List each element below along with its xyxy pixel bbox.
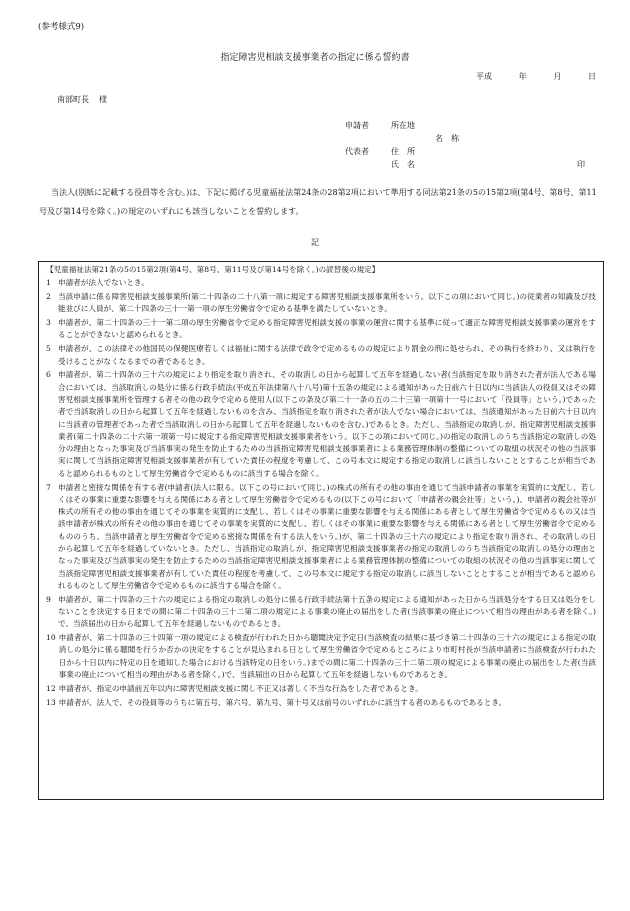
applicant-block — [345, 119, 585, 171]
document-title: 指定障害児相談支援事業者の指定に係る誓約書 — [220, 53, 410, 63]
provision-number: 3 — [46, 318, 51, 328]
representative-address-row — [345, 145, 585, 158]
provision-number: 5 — [46, 344, 51, 354]
date-era: 平成 — [476, 72, 492, 81]
representative-name-row — [345, 158, 585, 171]
provision-text: 申請者が、第二十四条の三十四第一項の規定による検査が行われた日から聴聞決定予定日(当該検査の結果に基づき第二十四条の三十六の規定による指定の取消しの処分に係る聴聞を行うか否かの決定をすることが見込まれる日として厚生労働省令で定めるところにより市町村長が当該申請者に当該検査が行われた日から十日以内に特定の日を通知した場合における当該特定の日をいう。)までの間に第二十四条の三十二第二項の規定による事業の廃止の届出をした者(当該事業の廃止について相当の理由がある者を除く。)で、当該届出の日から起算して五年を経過しないものであるとき。 — [58, 633, 596, 679]
date-month: 月 — [553, 72, 562, 81]
provision-number: 1 — [46, 278, 51, 288]
provision-item — [46, 683, 596, 695]
provision-text: 申請者が、第二十四条の三十六の規定により指定を取り消され、その取消しの日から起算して五年を経過しない者(当該指定を取り消された者が法人である場合においては、当該取消しの処分に係る行政手続法(平成五年法律第八十八号)第十五条の規定による通知があった日前六十日以内に当該法人の役員又はその障害児相談支援事業所を管理する者その他の政令で定める使用人(以下この条及び第二十一条の五の二十三第一項第十一号において「役員等」という。)であった者で当該取消しの日から起算して五年を経過しないものを含み、当該指定を取り消された者が法人でない場合においては、当該通知があった日前六十日以内に当該者の管理者であった者で当該取消しの日から起算して五年を経過しないものを含む。)であるとき。ただし、当該指定の取消しが、指定障害児相談支援事業者(第二十四条の二十六第一項第一号に規定する指定障害児相談支援事業者をいう。以下この項において同じ。)の指定の取消しのうち当該指定の取消しの処分の理由となった事実及び当該事実の発生を防止するための当該指定障害児相談支援事業者による業務管理体制の整備についての取組の状況その他の当該事実に関して当該指定障害児相談支援事業者が有していた責任の程度を考慮して、この号本文に規定する指定の取消しに該当しないこととすることが相当であると認められるものとして厚生労働省令で定めるものに該当する場合を除く。 — [58, 370, 596, 478]
provision-item — [46, 317, 596, 342]
date-line — [476, 71, 596, 83]
provision-item — [46, 632, 596, 681]
provision-text: 申請者が、法人で、その役員等のうちに第五号、第六号、第九号、第十号又は前号のいずれかに該当する者のあるものであるとき。 — [58, 697, 507, 707]
applicant-name-row — [345, 132, 585, 145]
provisions-heading: 【児童福祉法第21条の5の15第2項(第4号、第8号、第11号及び第14号を除く。)の読替後の規定】 — [46, 265, 380, 274]
representative-name-label: 氏 名 — [391, 160, 415, 169]
name-label: 名 称 — [435, 134, 459, 143]
provision-number: 13 — [46, 697, 56, 707]
provision-number: 2 — [46, 292, 51, 302]
provisions-box — [38, 261, 604, 800]
date-day: 日 — [587, 72, 596, 81]
provision-text: 申請者と密接な関係を有する者(申請者(法人に限る。以下この号において同じ。)の株式の所有その他の事由を通じて当該申請者の事業を実質的に支配し、若しくはその事業に重要な影響を与える関係にある者として厚生労働省令で定めるもの(以下この号において「申請者の親会社等」という。)、申請者の親会社等が株式の所有その他の事由を通じてその事業を実質的に支配し、若しくはその事業に重要な影響を与える関係にある者として厚生労働省令で定めるもの又は当該申請者が株式の所有その他の事由を通じてその事業を実質的に支配し、若しくはその事業に重要な影響を与える関係にある者として厚生労働省令で定めるもののうち、当該申請者と厚生労働省令で定める密接な関係を有する法人をいう。)が、第二十四条の三十六の規定により指定を取り消され、その取消しの日から起算して五年を経過していないとき。ただし、当該指定の取消しが、指定障害児相談支援事業者の指定の取消しのうち当該指定の取消しの処分の理由となった事実及び当該事実の発生を防止するための当該指定障害児相談支援事業者による業務管理体制の整備についての取組の状況その他の当該事実に関して当該指定障害児相談支援事業者が有していた責任の程度を考慮して、この号本文に規定する指定の取消しに該当しないこととすることが相当であると認められるものとして厚生労働省令で定めるものに該当する場合を除く。 — [58, 482, 596, 590]
provision-number: 12 — [46, 683, 56, 693]
provision-item — [46, 482, 596, 593]
date-year: 年 — [518, 72, 527, 81]
provision-number: 9 — [46, 594, 51, 604]
provision-number: 10 — [46, 633, 56, 643]
provision-text: 申請者が、指定の申請前五年以内に障害児相談支援に関し不正又は著しく不当な行為をした者であるとき。 — [58, 683, 423, 693]
provision-number: 7 — [46, 482, 51, 492]
representative-address-label: 住 所 — [391, 147, 415, 156]
pledge-statement: 当法人(別紙に記載する役員等を含む。)は、下記に掲げる児童福祉法第24条の28第2項において準用する同法第21条の5の15第2項(第4号、第8号、第11号及び第14号を除く。)の規定のいずれにも該当しないことを誓約します。 — [39, 188, 597, 216]
representative-label: 代表者 — [345, 147, 369, 156]
addressee — [57, 94, 107, 106]
applicant-label: 申請者 — [345, 121, 369, 130]
provision-item — [46, 369, 596, 480]
provision-text: 申請者が、この法律その他国民の保健医療若しくは福祉に関する法律で政令で定めるものの規定により罰金の刑に処せられ、その執行を終わり、又は執行を受けることがなくなるまでの者であるとき。 — [58, 344, 596, 366]
addressee-honorific: 様 — [99, 95, 107, 104]
provision-item — [46, 594, 596, 631]
provision-text: 申請者が、第二十四条の三十六の規定による指定の取消しの処分に係る行政手続法第十五条の規定による通知があった日から当該処分をする日又は処分をしないことを決定する日までの間に第二十四条の三十二第二項の規定による事業の廃止の届出をした者(当該事業の廃止について相当の理由がある者を除く。)で、当該届出の日から起算して五年を経過しないものであるとき。 — [58, 594, 596, 629]
provision-text: 当該申請に係る障害児相談支援事業所(第二十四条の二十八第一項に規定する障害児相談支援事業所をいう。以下この項において同じ。)の従業者の知識及び技能並びに人員が、第二十四条の三十一第一項の厚生労働省令で定める基準を満たしていないとき。 — [58, 292, 596, 314]
provision-item — [46, 697, 596, 709]
provision-item — [46, 343, 596, 368]
provision-item — [46, 277, 596, 289]
addressee-name: 南部町長 — [57, 95, 89, 104]
seal-mark: 印 — [577, 160, 585, 169]
provision-text: 申請者が、第二十四条の三十一第二項の厚生労働省令で定める指定障害児相談支援の事業の運営に関する基準に従って適正な障害児相談支援事業の運営をすることができないと認められるとき。 — [58, 318, 596, 340]
form-label: (参考様式9) — [38, 22, 85, 32]
ki-heading: 記 — [311, 238, 319, 247]
provision-text: 申請者が法人でないとき。 — [58, 278, 149, 288]
provision-number: 6 — [46, 370, 51, 380]
provision-item — [46, 291, 596, 316]
applicant-address-row — [345, 119, 585, 132]
address-label: 所在地 — [391, 121, 415, 130]
